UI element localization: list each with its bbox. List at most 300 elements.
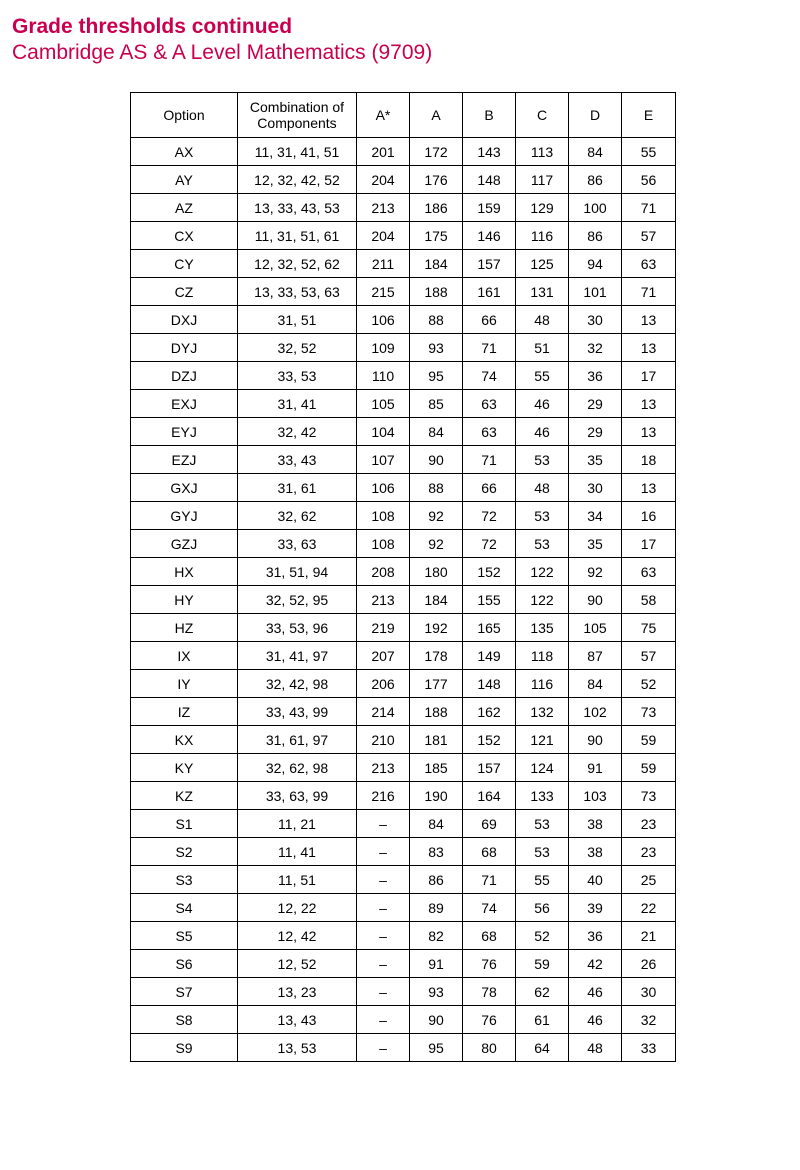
table-row: [131, 558, 676, 586]
e-cell: 18: [622, 446, 676, 474]
a-cell: 188: [410, 278, 463, 306]
combination-cell: 32, 62: [238, 502, 357, 530]
option-cell: KZ: [131, 782, 238, 810]
d-cell: 101: [569, 278, 622, 306]
a-star-cell: 214: [357, 698, 410, 726]
e-cell: 21: [622, 922, 676, 950]
e-cell: 57: [622, 222, 676, 250]
d-cell: 38: [569, 838, 622, 866]
option-cell: CZ: [131, 278, 238, 306]
combination-cell: 11, 31, 41, 51: [238, 138, 357, 166]
a-cell: 93: [410, 334, 463, 362]
a-star-cell: 108: [357, 502, 410, 530]
combination-cell: 11, 31, 51, 61: [238, 222, 357, 250]
c-cell: 125: [516, 250, 569, 278]
a-star-cell: 104: [357, 418, 410, 446]
a-cell: 190: [410, 782, 463, 810]
grade-thresholds-table: [130, 92, 676, 1062]
combination-cell: 12, 22: [238, 894, 357, 922]
combination-cell: 33, 43, 99: [238, 698, 357, 726]
combination-cell: 12, 42: [238, 922, 357, 950]
combination-cell: 31, 61, 97: [238, 726, 357, 754]
c-cell: 46: [516, 390, 569, 418]
b-cell: 152: [463, 726, 516, 754]
table-row: [131, 166, 676, 194]
a-cell: 176: [410, 166, 463, 194]
b-cell: 146: [463, 222, 516, 250]
column-header-a: A: [410, 93, 463, 138]
column-header-d: D: [569, 93, 622, 138]
a-cell: 89: [410, 894, 463, 922]
a-star-cell: –: [357, 950, 410, 978]
e-cell: 13: [622, 390, 676, 418]
table-row: [131, 866, 676, 894]
table-row: [131, 642, 676, 670]
page-title: Grade thresholds continued: [12, 15, 293, 38]
b-cell: 164: [463, 782, 516, 810]
combination-cell: 31, 51, 94: [238, 558, 357, 586]
combination-cell: 13, 23: [238, 978, 357, 1006]
b-cell: 68: [463, 838, 516, 866]
d-cell: 29: [569, 418, 622, 446]
option-cell: IZ: [131, 698, 238, 726]
combination-cell: 33, 63: [238, 530, 357, 558]
a-cell: 95: [410, 1034, 463, 1062]
a-cell: 184: [410, 586, 463, 614]
e-cell: 52: [622, 670, 676, 698]
a-star-cell: 105: [357, 390, 410, 418]
a-star-cell: 108: [357, 530, 410, 558]
b-cell: 159: [463, 194, 516, 222]
option-cell: EXJ: [131, 390, 238, 418]
b-cell: 143: [463, 138, 516, 166]
d-cell: 36: [569, 922, 622, 950]
d-cell: 30: [569, 306, 622, 334]
c-cell: 131: [516, 278, 569, 306]
option-cell: HX: [131, 558, 238, 586]
a-star-cell: 213: [357, 586, 410, 614]
option-cell: AY: [131, 166, 238, 194]
a-cell: 83: [410, 838, 463, 866]
c-cell: 122: [516, 558, 569, 586]
table-row: [131, 614, 676, 642]
option-cell: HZ: [131, 614, 238, 642]
option-cell: S3: [131, 866, 238, 894]
combination-cell: 12, 32, 52, 62: [238, 250, 357, 278]
a-cell: 178: [410, 642, 463, 670]
option-cell: AX: [131, 138, 238, 166]
table-row: [131, 138, 676, 166]
combination-cell: 33, 43: [238, 446, 357, 474]
combination-cell: 31, 41, 97: [238, 642, 357, 670]
table-header-row: [131, 93, 676, 138]
a-star-cell: 109: [357, 334, 410, 362]
a-star-cell: –: [357, 894, 410, 922]
a-star-cell: 213: [357, 754, 410, 782]
table-row: [131, 782, 676, 810]
a-cell: 82: [410, 922, 463, 950]
a-star-cell: –: [357, 922, 410, 950]
d-cell: 90: [569, 726, 622, 754]
option-cell: S6: [131, 950, 238, 978]
c-cell: 113: [516, 138, 569, 166]
d-cell: 48: [569, 1034, 622, 1062]
combination-cell: 13, 33, 53, 63: [238, 278, 357, 306]
c-cell: 122: [516, 586, 569, 614]
d-cell: 36: [569, 362, 622, 390]
e-cell: 16: [622, 502, 676, 530]
e-cell: 23: [622, 838, 676, 866]
c-cell: 132: [516, 698, 569, 726]
table-row: [131, 670, 676, 698]
table-row: [131, 502, 676, 530]
table-body: [131, 138, 676, 1062]
table-row: [131, 838, 676, 866]
d-cell: 39: [569, 894, 622, 922]
table-row: [131, 1034, 676, 1062]
e-cell: 23: [622, 810, 676, 838]
combination-cell: 12, 32, 42, 52: [238, 166, 357, 194]
a-cell: 85: [410, 390, 463, 418]
option-cell: S5: [131, 922, 238, 950]
c-cell: 53: [516, 810, 569, 838]
e-cell: 63: [622, 250, 676, 278]
a-star-cell: –: [357, 866, 410, 894]
combination-cell: 33, 53: [238, 362, 357, 390]
a-cell: 175: [410, 222, 463, 250]
e-cell: 71: [622, 278, 676, 306]
option-cell: HY: [131, 586, 238, 614]
d-cell: 105: [569, 614, 622, 642]
b-cell: 80: [463, 1034, 516, 1062]
option-cell: S8: [131, 1006, 238, 1034]
d-cell: 86: [569, 222, 622, 250]
a-star-cell: 201: [357, 138, 410, 166]
b-cell: 78: [463, 978, 516, 1006]
table-row: [131, 278, 676, 306]
e-cell: 13: [622, 474, 676, 502]
combination-cell: 13, 53: [238, 1034, 357, 1062]
c-cell: 64: [516, 1034, 569, 1062]
combination-cell: 31, 41: [238, 390, 357, 418]
a-cell: 88: [410, 306, 463, 334]
e-cell: 73: [622, 782, 676, 810]
table-row: [131, 810, 676, 838]
page-subtitle: Cambridge AS & A Level Mathematics (9709): [12, 41, 433, 64]
table-row: [131, 222, 676, 250]
d-cell: 84: [569, 138, 622, 166]
c-cell: 121: [516, 726, 569, 754]
e-cell: 26: [622, 950, 676, 978]
d-cell: 38: [569, 810, 622, 838]
a-cell: 172: [410, 138, 463, 166]
b-cell: 63: [463, 390, 516, 418]
b-cell: 161: [463, 278, 516, 306]
a-star-cell: 110: [357, 362, 410, 390]
option-cell: EZJ: [131, 446, 238, 474]
c-cell: 53: [516, 530, 569, 558]
column-header-combination: Combination of Components: [238, 93, 357, 138]
option-cell: S9: [131, 1034, 238, 1062]
b-cell: 71: [463, 446, 516, 474]
a-star-cell: 204: [357, 222, 410, 250]
combination-cell: 13, 43: [238, 1006, 357, 1034]
a-cell: 93: [410, 978, 463, 1006]
combination-cell: 11, 51: [238, 866, 357, 894]
b-cell: 76: [463, 950, 516, 978]
table-row: [131, 754, 676, 782]
a-star-cell: –: [357, 1034, 410, 1062]
option-cell: IX: [131, 642, 238, 670]
a-star-cell: 208: [357, 558, 410, 586]
a-cell: 92: [410, 502, 463, 530]
d-cell: 40: [569, 866, 622, 894]
column-header-c: C: [516, 93, 569, 138]
e-cell: 13: [622, 418, 676, 446]
a-star-cell: 207: [357, 642, 410, 670]
c-cell: 118: [516, 642, 569, 670]
a-cell: 181: [410, 726, 463, 754]
a-star-cell: 107: [357, 446, 410, 474]
table-row: [131, 418, 676, 446]
a-star-cell: 216: [357, 782, 410, 810]
table-row: [131, 306, 676, 334]
table-row: [131, 194, 676, 222]
b-cell: 157: [463, 754, 516, 782]
a-star-cell: 219: [357, 614, 410, 642]
a-cell: 188: [410, 698, 463, 726]
d-cell: 30: [569, 474, 622, 502]
b-cell: 72: [463, 502, 516, 530]
d-cell: 94: [569, 250, 622, 278]
table-row: [131, 334, 676, 362]
a-cell: 177: [410, 670, 463, 698]
option-cell: IY: [131, 670, 238, 698]
combination-cell: 11, 41: [238, 838, 357, 866]
b-cell: 149: [463, 642, 516, 670]
e-cell: 55: [622, 138, 676, 166]
combination-cell: 32, 42: [238, 418, 357, 446]
e-cell: 57: [622, 642, 676, 670]
d-cell: 35: [569, 530, 622, 558]
e-cell: 22: [622, 894, 676, 922]
table-row: [131, 1006, 676, 1034]
a-star-cell: 106: [357, 474, 410, 502]
b-cell: 72: [463, 530, 516, 558]
table-row: [131, 726, 676, 754]
option-cell: GYJ: [131, 502, 238, 530]
a-cell: 90: [410, 1006, 463, 1034]
c-cell: 129: [516, 194, 569, 222]
option-cell: GXJ: [131, 474, 238, 502]
a-star-cell: 210: [357, 726, 410, 754]
combination-cell: 13, 33, 43, 53: [238, 194, 357, 222]
d-cell: 42: [569, 950, 622, 978]
c-cell: 52: [516, 922, 569, 950]
option-cell: DYJ: [131, 334, 238, 362]
option-cell: S4: [131, 894, 238, 922]
option-cell: EYJ: [131, 418, 238, 446]
d-cell: 90: [569, 586, 622, 614]
e-cell: 59: [622, 726, 676, 754]
a-cell: 184: [410, 250, 463, 278]
d-cell: 102: [569, 698, 622, 726]
d-cell: 87: [569, 642, 622, 670]
e-cell: 63: [622, 558, 676, 586]
a-cell: 88: [410, 474, 463, 502]
c-cell: 59: [516, 950, 569, 978]
option-cell: KX: [131, 726, 238, 754]
option-cell: GZJ: [131, 530, 238, 558]
b-cell: 162: [463, 698, 516, 726]
e-cell: 71: [622, 194, 676, 222]
option-cell: DXJ: [131, 306, 238, 334]
b-cell: 74: [463, 894, 516, 922]
b-cell: 68: [463, 922, 516, 950]
a-star-cell: –: [357, 978, 410, 1006]
a-star-cell: 206: [357, 670, 410, 698]
table-row: [131, 922, 676, 950]
table-row: [131, 530, 676, 558]
c-cell: 55: [516, 866, 569, 894]
column-header-b: B: [463, 93, 516, 138]
combination-cell: 32, 52: [238, 334, 357, 362]
b-cell: 74: [463, 362, 516, 390]
b-cell: 157: [463, 250, 516, 278]
option-cell: S2: [131, 838, 238, 866]
d-cell: 86: [569, 166, 622, 194]
d-cell: 32: [569, 334, 622, 362]
e-cell: 75: [622, 614, 676, 642]
table-row: [131, 390, 676, 418]
column-header-e: E: [622, 93, 676, 138]
table-row: [131, 894, 676, 922]
c-cell: 55: [516, 362, 569, 390]
b-cell: 63: [463, 418, 516, 446]
c-cell: 117: [516, 166, 569, 194]
column-header-a-star: A*: [357, 93, 410, 138]
a-cell: 90: [410, 446, 463, 474]
c-cell: 48: [516, 474, 569, 502]
e-cell: 33: [622, 1034, 676, 1062]
combination-cell: 32, 42, 98: [238, 670, 357, 698]
d-cell: 35: [569, 446, 622, 474]
combination-cell: 12, 52: [238, 950, 357, 978]
a-cell: 86: [410, 866, 463, 894]
option-cell: AZ: [131, 194, 238, 222]
combination-cell: 33, 63, 99: [238, 782, 357, 810]
table-row: [131, 446, 676, 474]
b-cell: 71: [463, 866, 516, 894]
c-cell: 116: [516, 670, 569, 698]
option-cell: CY: [131, 250, 238, 278]
c-cell: 48: [516, 306, 569, 334]
d-cell: 84: [569, 670, 622, 698]
table-row: [131, 950, 676, 978]
option-cell: S1: [131, 810, 238, 838]
a-cell: 186: [410, 194, 463, 222]
c-cell: 62: [516, 978, 569, 1006]
c-cell: 124: [516, 754, 569, 782]
d-cell: 29: [569, 390, 622, 418]
combination-cell: 32, 62, 98: [238, 754, 357, 782]
option-cell: S7: [131, 978, 238, 1006]
d-cell: 91: [569, 754, 622, 782]
a-cell: 185: [410, 754, 463, 782]
e-cell: 17: [622, 530, 676, 558]
e-cell: 73: [622, 698, 676, 726]
b-cell: 155: [463, 586, 516, 614]
e-cell: 58: [622, 586, 676, 614]
d-cell: 46: [569, 978, 622, 1006]
e-cell: 56: [622, 166, 676, 194]
table-row: [131, 250, 676, 278]
d-cell: 103: [569, 782, 622, 810]
a-cell: 84: [410, 418, 463, 446]
a-star-cell: –: [357, 838, 410, 866]
c-cell: 56: [516, 894, 569, 922]
c-cell: 135: [516, 614, 569, 642]
option-cell: CX: [131, 222, 238, 250]
c-cell: 133: [516, 782, 569, 810]
a-star-cell: –: [357, 810, 410, 838]
c-cell: 53: [516, 446, 569, 474]
d-cell: 92: [569, 558, 622, 586]
combination-cell: 32, 52, 95: [238, 586, 357, 614]
c-cell: 53: [516, 838, 569, 866]
e-cell: 32: [622, 1006, 676, 1034]
table-row: [131, 474, 676, 502]
a-cell: 92: [410, 530, 463, 558]
b-cell: 76: [463, 1006, 516, 1034]
a-cell: 192: [410, 614, 463, 642]
e-cell: 13: [622, 306, 676, 334]
table-row: [131, 586, 676, 614]
b-cell: 66: [463, 306, 516, 334]
a-cell: 84: [410, 810, 463, 838]
e-cell: 30: [622, 978, 676, 1006]
combination-cell: 31, 61: [238, 474, 357, 502]
b-cell: 69: [463, 810, 516, 838]
c-cell: 116: [516, 222, 569, 250]
c-cell: 46: [516, 418, 569, 446]
d-cell: 34: [569, 502, 622, 530]
e-cell: 17: [622, 362, 676, 390]
e-cell: 59: [622, 754, 676, 782]
c-cell: 51: [516, 334, 569, 362]
a-star-cell: 213: [357, 194, 410, 222]
table-row: [131, 978, 676, 1006]
b-cell: 165: [463, 614, 516, 642]
option-cell: DZJ: [131, 362, 238, 390]
column-header-option: Option: [131, 93, 238, 138]
b-cell: 71: [463, 334, 516, 362]
d-cell: 46: [569, 1006, 622, 1034]
a-star-cell: –: [357, 1006, 410, 1034]
combination-cell: 11, 21: [238, 810, 357, 838]
a-star-cell: 211: [357, 250, 410, 278]
table-row: [131, 362, 676, 390]
b-cell: 152: [463, 558, 516, 586]
c-cell: 53: [516, 502, 569, 530]
a-cell: 95: [410, 362, 463, 390]
b-cell: 148: [463, 166, 516, 194]
c-cell: 61: [516, 1006, 569, 1034]
a-star-cell: 204: [357, 166, 410, 194]
a-cell: 91: [410, 950, 463, 978]
e-cell: 25: [622, 866, 676, 894]
a-star-cell: 106: [357, 306, 410, 334]
